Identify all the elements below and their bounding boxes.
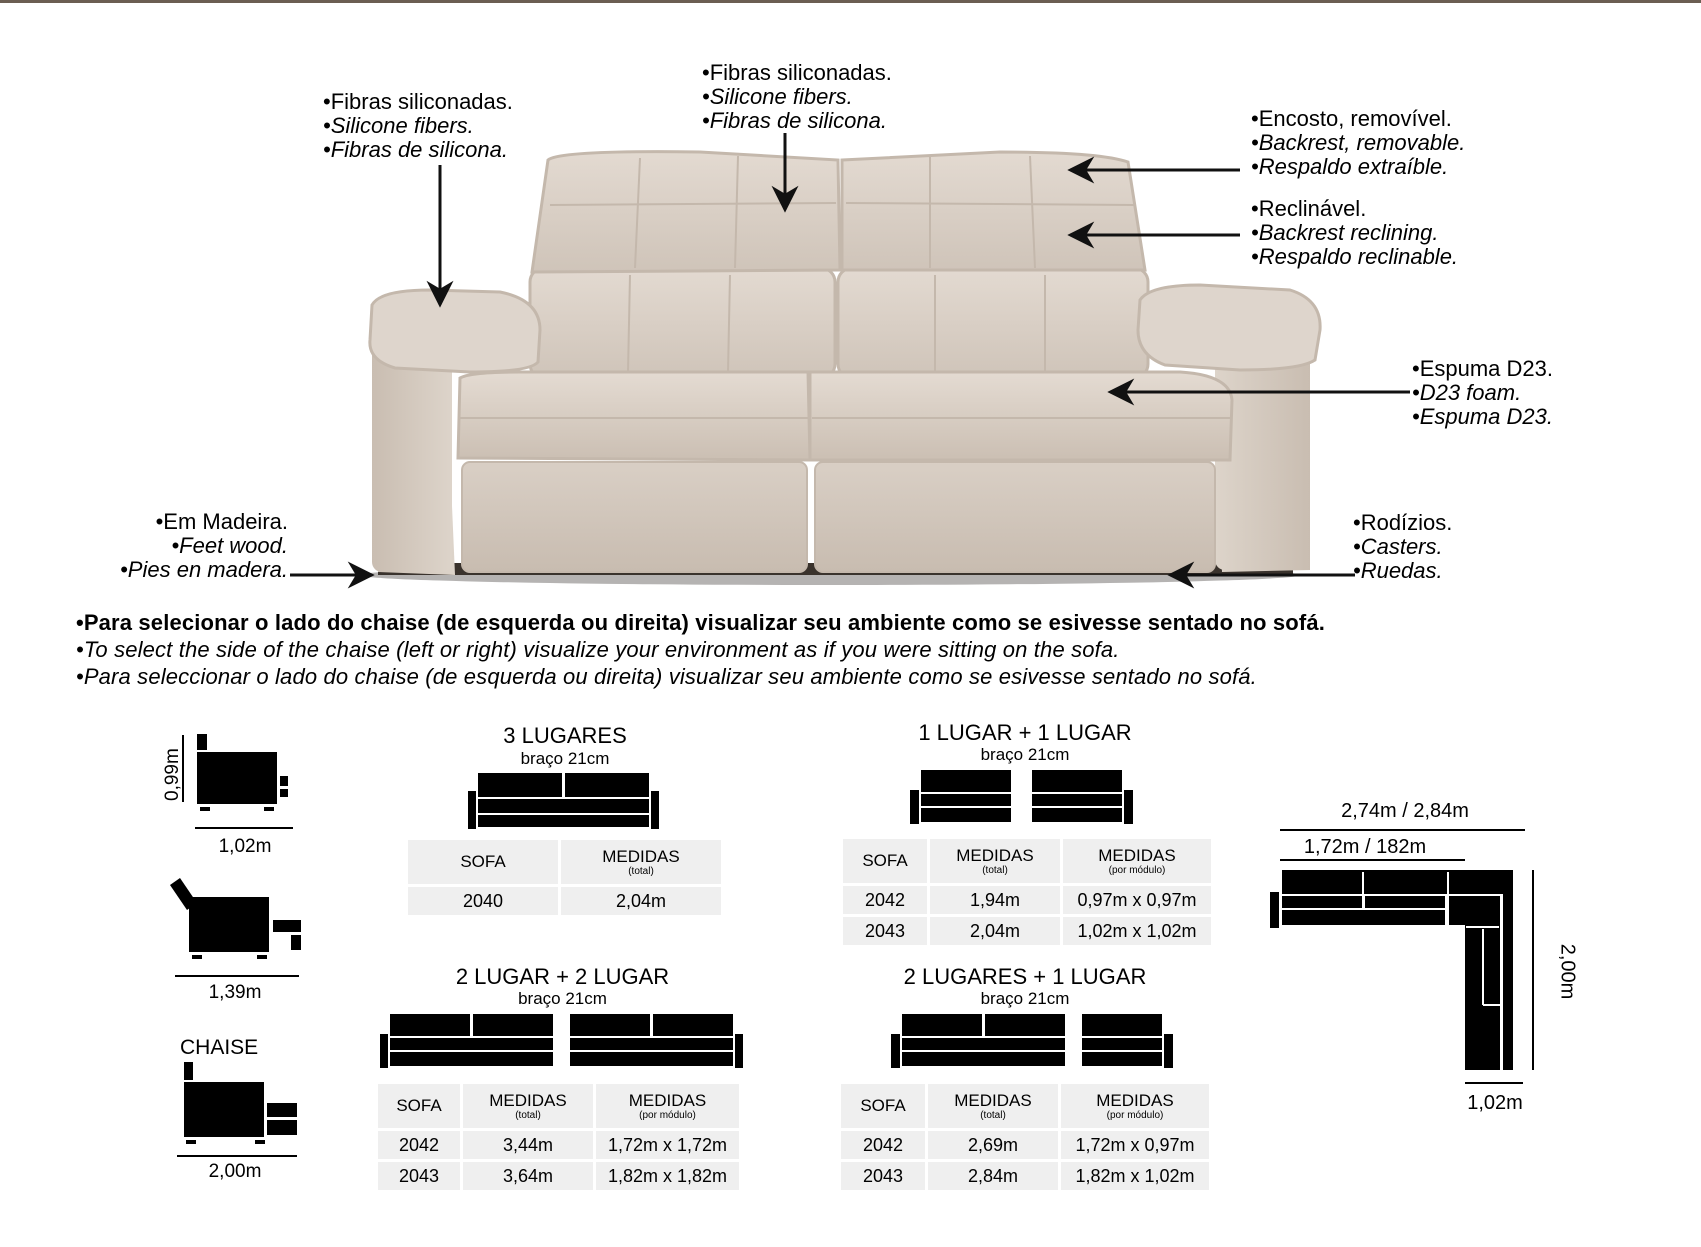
headrest-left <box>532 152 840 272</box>
config-2-2-title: 2 LUGAR + 2 LUGAR <box>455 964 670 989</box>
front-left <box>462 462 807 572</box>
config-2-2-diagram <box>378 1012 748 1076</box>
config-1-1-table: SOFA MEDIDAS (total) MEDIDAS (por módulo) 2042 1,94m 0,97m x 0,97m 2043 2,04m 1,02m x 1,02m <box>840 836 1214 948</box>
corner-diagram <box>1265 825 1545 1090</box>
config-3-table: SOFA MEDIDAS (total) 2040 2,04m <box>405 837 724 918</box>
config-1-1-diagram <box>905 768 1145 830</box>
config-3-diagram <box>468 771 664 831</box>
note-es: •Para seleccionar o lado do chaise (de esquerda ou direita) visualizar seu ambiente como se esivesse sentado no sofá. <box>76 664 1257 689</box>
seat-left <box>458 372 810 460</box>
armrest-left <box>370 290 540 372</box>
dim-height: 0,99m <box>162 748 183 801</box>
config-2-1-arm: braço 21cm <box>980 989 1070 1008</box>
corner-chaise-width: 1,02m <box>1467 1092 1523 1114</box>
annotation-reclining: •Reclinável. •Backrest reclining. •Respaldo reclinable. <box>1251 196 1459 269</box>
seat-right <box>810 372 1232 460</box>
side-view-chaise <box>175 1060 305 1160</box>
corner-total-width: 2,74m / 2,84m <box>1341 800 1469 822</box>
dim-reclined: 1,39m <box>208 982 262 1003</box>
config-1-1-arm: braço 21cm <box>980 745 1070 764</box>
config-2-1-diagram <box>888 1012 1178 1076</box>
annotation-removable: •Encosto, removível. •Backrest, removable. •Respaldo extraíble. <box>1251 106 1466 179</box>
note-en: •To select the side of the chaise (left or right) visualize your environment as if you were sitting on the sofa. <box>76 637 1120 662</box>
dim-depth: 1,02m <box>218 836 272 857</box>
side-view-reclined <box>165 875 315 980</box>
corner-depth: 2,00m <box>1556 943 1579 1000</box>
chaise-label: CHAISE <box>180 1036 259 1059</box>
config-3-title: 3 LUGARES <box>503 723 627 748</box>
note-pt: •Para selecionar o lado do chaise (de esquerda ou direita) visualizar seu ambiente como se esivesse sentado no sofá. <box>76 610 1325 635</box>
side-view-upright <box>180 730 300 830</box>
armrest-right <box>1138 285 1320 370</box>
config-2-1-table: SOFA MEDIDAS (total) MEDIDAS (por módulo) 2042 2,69m 1,72m x 0,97m 2043 2,84m 1,82m x 1,02m <box>838 1081 1212 1193</box>
config-2-2-table: SOFA MEDIDAS (total) MEDIDAS (por módulo) 2042 3,44m 1,72m x 1,72m 2043 3,64m 1,82m x 1,82m <box>375 1081 742 1193</box>
annotation-casters: •Rodízios. •Casters. •Ruedas. <box>1353 510 1453 583</box>
config-2-2-arm: braço 21cm <box>518 989 607 1008</box>
dim-chaise: 2,00m <box>208 1161 262 1182</box>
annotation-armrest: •Fibras siliconadas. •Silicone fibers. •Fibras de silicona. <box>323 89 513 162</box>
annotation-foam: •Espuma D23. •D23 foam. •Espuma D23. <box>1412 356 1553 429</box>
corner-module-width: 1,72m / 182m <box>1303 836 1427 858</box>
front-right <box>815 462 1215 572</box>
back-lower-left <box>530 268 835 378</box>
annotation-backrest-top: •Fibras siliconadas. •Silicone fibers. •Fibras de silicona. <box>702 60 892 133</box>
left-arm-body <box>372 340 452 572</box>
config-1-1-title: 1 LUGAR + 1 LUGAR <box>918 720 1132 745</box>
config-2-1-title: 2 LUGARES + 1 LUGAR <box>903 964 1147 989</box>
back-lower-right <box>838 268 1148 378</box>
config-3-arm: braço 21cm <box>520 749 610 768</box>
annotation-feet: •Em Madeira. •Feet wood. •Pies en madera. <box>120 509 288 582</box>
